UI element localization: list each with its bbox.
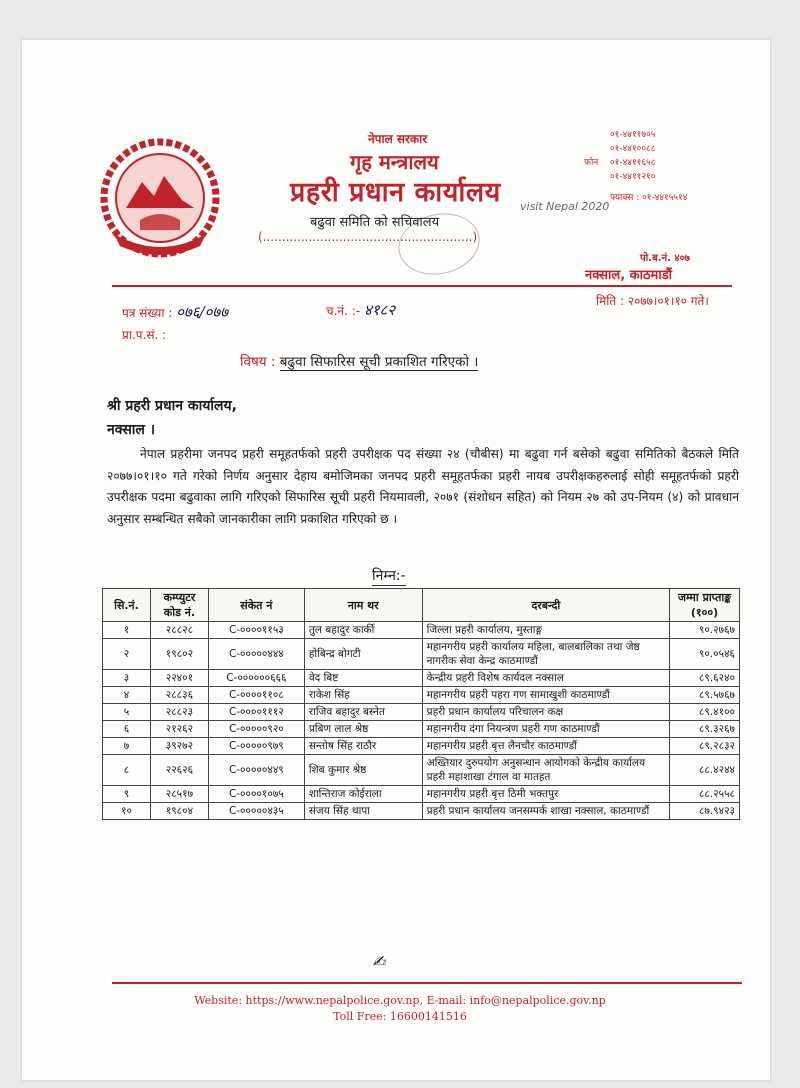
letter-date: मिति : २०७७।०१।१० गते।	[596, 294, 709, 308]
table-row	[103, 786, 740, 803]
header-divider	[112, 285, 732, 287]
table-cell: अख्तियार दुरुपयोग अनुसन्धान आयोगको केन्द्रीय कार्यालय प्रहरी महाशाखा टंगाल वा मातहत	[422, 755, 669, 786]
table-cell: १	[103, 622, 151, 639]
table-cell: २२४०१	[150, 670, 208, 687]
table-cell: जिल्ला प्रहरी कार्यालय, मुस्ताङ्ग	[422, 622, 669, 639]
table-cell: वेद बिष्ट	[304, 670, 422, 687]
table-cell: सन्तोष सिंह राठौर	[304, 738, 422, 755]
table-row	[103, 622, 740, 639]
table-row	[103, 670, 740, 687]
table-cell: १९८०२	[150, 639, 208, 670]
phone-number: ०१-४४११६५८	[610, 158, 656, 168]
prapasa-label: प्रा.प.सं. :	[122, 328, 167, 342]
subject-line	[240, 352, 478, 370]
recommendation-table	[102, 588, 740, 820]
table-cell: C-००००१११२	[208, 704, 304, 721]
table-cell: C-०००००४४४	[208, 639, 304, 670]
table-cell: २८८२३	[150, 704, 208, 721]
cha-label: च.नं. :-	[326, 304, 361, 318]
fax-number: फ्याक्स : ०१-४४१५५१४	[610, 193, 688, 203]
phone-label: फोन	[584, 158, 599, 168]
visit-nepal-logo: visit Nepal 2020	[520, 200, 610, 213]
subject-text: बढुवा सिफारिस सूची प्रकाशित गरिएको ।	[279, 354, 479, 370]
footer-website: Website: https://www.nepalpolice.gov.np, E-mail: info@nepalpolice.gov.np	[194, 994, 606, 1007]
table-cell: ८८.२५५८	[670, 786, 740, 803]
table-cell: ८९.६२४०	[670, 670, 740, 687]
table-cell: C-०००००४४९	[208, 755, 304, 786]
table-cell: C-०००००४३५	[208, 803, 304, 820]
dotted-placeholder: (.......................................................)	[258, 230, 478, 244]
patra-label: पत्र संख्या :	[122, 306, 173, 320]
table-cell: होबिन्द्र बोगटी	[304, 639, 422, 670]
chalani-number	[326, 300, 395, 320]
table-row	[103, 803, 740, 820]
table-row	[103, 687, 740, 704]
table-header-row	[103, 589, 740, 622]
col-header: संकेत नं	[208, 589, 304, 622]
table-cell: २१२६२	[150, 721, 208, 738]
table-cell: ७	[103, 738, 151, 755]
col-header: सि.नं.	[103, 589, 151, 622]
patra-value: ०७६/०७७	[176, 303, 228, 321]
table-cell: राजिव बहादुर बस्नेत	[304, 704, 422, 721]
table-cell: C-००००११५३	[208, 622, 304, 639]
table-cell: प्रहरी प्रधान कार्यालय जनसम्पर्क शाखा नक्साल, काठमाण्डौं	[422, 803, 669, 820]
gov-label: नेपाल सरकार	[368, 132, 428, 146]
phone-number: ०१-४४११७०५	[610, 130, 656, 140]
table-cell: ६	[103, 721, 151, 738]
table-cell: महानगरीय दंगा नियन्त्रण प्रहरी गण काठमाण्डौं	[422, 721, 669, 738]
table-cell: C-०००००९७९	[208, 738, 304, 755]
table-cell: C-००००१०७५	[208, 786, 304, 803]
table-cell: ३९२७२	[150, 738, 208, 755]
table-cell: ८८.४२४४	[670, 755, 740, 786]
cha-value: ४१८२	[363, 301, 396, 319]
table-row	[103, 639, 740, 670]
table-cell: ८७.९४२३	[670, 803, 740, 820]
po-box: पो.ब.नं. ४०७	[640, 253, 691, 264]
col-header: नाम थर	[304, 589, 422, 622]
phone-number: ०१-४४१००८८	[610, 144, 656, 154]
table-cell: महानगरीय प्रहरी बृत्त ठिमी भक्तपुर	[422, 786, 669, 803]
table-cell: ३	[103, 670, 151, 687]
table-cell: २८५१७	[150, 786, 208, 803]
table-cell: १०	[103, 803, 151, 820]
table-cell: २८८२८	[150, 622, 208, 639]
table-cell: ९०.२७६७	[670, 622, 740, 639]
table-cell: महानगरीय प्रहरी बृत्त लैनचौर काठमाण्डौं	[422, 738, 669, 755]
table-cell: २८८३६	[150, 687, 208, 704]
table-cell: २	[103, 639, 151, 670]
table-cell: ५	[103, 704, 151, 721]
table-cell: ९	[103, 786, 151, 803]
table-cell: संजय सिंह थापा	[304, 803, 422, 820]
col-header: दरबन्दी	[422, 589, 669, 622]
phone-number: ०१-४४११२१०	[610, 172, 656, 182]
ministry-label: गृह मन्त्रालय	[350, 150, 439, 174]
table-cell: राकेश सिंह	[304, 687, 422, 704]
office-address: नक्साल, काठमाडौं	[585, 268, 673, 283]
table-cell: ८९.५७६७	[670, 687, 740, 704]
table-cell: महानगरीय प्रहरी पहरा गण सामाखुशी काठमाण्डौं	[422, 687, 669, 704]
footer-tollfree: Toll Free: 16600141516	[333, 1010, 467, 1023]
table-cell: १९८०४	[150, 803, 208, 820]
table-cell: तुल बहादुर कार्की	[304, 622, 422, 639]
phone-list	[584, 128, 656, 184]
table-cell: २२६२६	[150, 755, 208, 786]
table-cell: शान्तिराज कोईराला	[304, 786, 422, 803]
subject-label: विषय :	[240, 354, 276, 370]
table-cell: शिब कुमार श्रेष्ठ	[304, 755, 422, 786]
table-cell: C-००००००६६६	[208, 670, 304, 687]
table-row	[103, 704, 740, 721]
recipient-line-2: नक्साल ।	[107, 422, 156, 438]
signature: ✍︎	[372, 952, 386, 971]
patra-sankhya	[122, 302, 228, 322]
table-row	[103, 755, 740, 786]
table-cell: ८९.३२६७	[670, 721, 740, 738]
recipient-line-1: श्री प्रहरी प्रधान कार्यालय,	[107, 398, 237, 414]
letter-body	[107, 444, 739, 530]
table-cell: ८९.२८३२	[670, 738, 740, 755]
table-row	[103, 738, 740, 755]
table-cell: प्रबिण लाल श्रेष्ठ	[304, 721, 422, 738]
table-cell: ८	[103, 755, 151, 786]
table-cell: ९०.०५४६	[670, 639, 740, 670]
table-cell: महानगरीय प्रहरी कार्यालय महिला, बालबालिका तथा जेष्ठ नागरीक सेवा केन्द्र काठमाण्डौं	[422, 639, 669, 670]
table-cell: प्रहरी प्रधान कार्यालय परिचालन कक्ष	[422, 704, 669, 721]
table-cell: ४	[103, 687, 151, 704]
nimna-label: निम्न:-	[372, 568, 406, 584]
table-row	[103, 721, 740, 738]
col-header: जम्मा प्राप्ताङ्क (१००)	[670, 589, 740, 622]
col-header: कम्प्युटर कोड नं.	[150, 589, 208, 622]
committee-label: बढुवा समिति को सचिवालय	[310, 215, 440, 230]
table-cell: C-००००११०८	[208, 687, 304, 704]
body-paragraph: नेपाल प्रहरीमा जनपद प्रहरी समूहतर्फको प्रहरी उपरीक्षक पद संख्या २४ (चौबीस) मा बढुवा गर्न बसेको बढुवा समितिको बैठकले मिति २०७७।०१।१० गते गरेको निर्णय अनुसार देहाय बमोजिमका जनपद प्रहरी समूहतर्फका प्रहरी नायब उपरीक्षकहरुलाई सोही समूहतर्फको प्रहरी उपरीक्षक पदमा बढुवाका लागि गरिएको सिफारिस सूची प्रहरी नियमावली, २०७१ (संशोधन सहित) को नियम २७ को उप-नियम (४) को प्रावधान अनुसार सम्बन्धित सबैको जानकारीका लागि प्रकाशित गरिएको छ ।	[107, 447, 739, 526]
table-cell: C-०००००९२०	[208, 721, 304, 738]
office-title: प्रहरी प्रधान कार्यालय	[290, 177, 501, 208]
table-cell: केन्द्रीय प्रहरी विशेष कार्यदल नक्साल	[422, 670, 669, 687]
footer-divider	[112, 982, 742, 984]
nepal-emblem-icon	[100, 138, 220, 260]
table-cell: ८९.४१००	[670, 704, 740, 721]
